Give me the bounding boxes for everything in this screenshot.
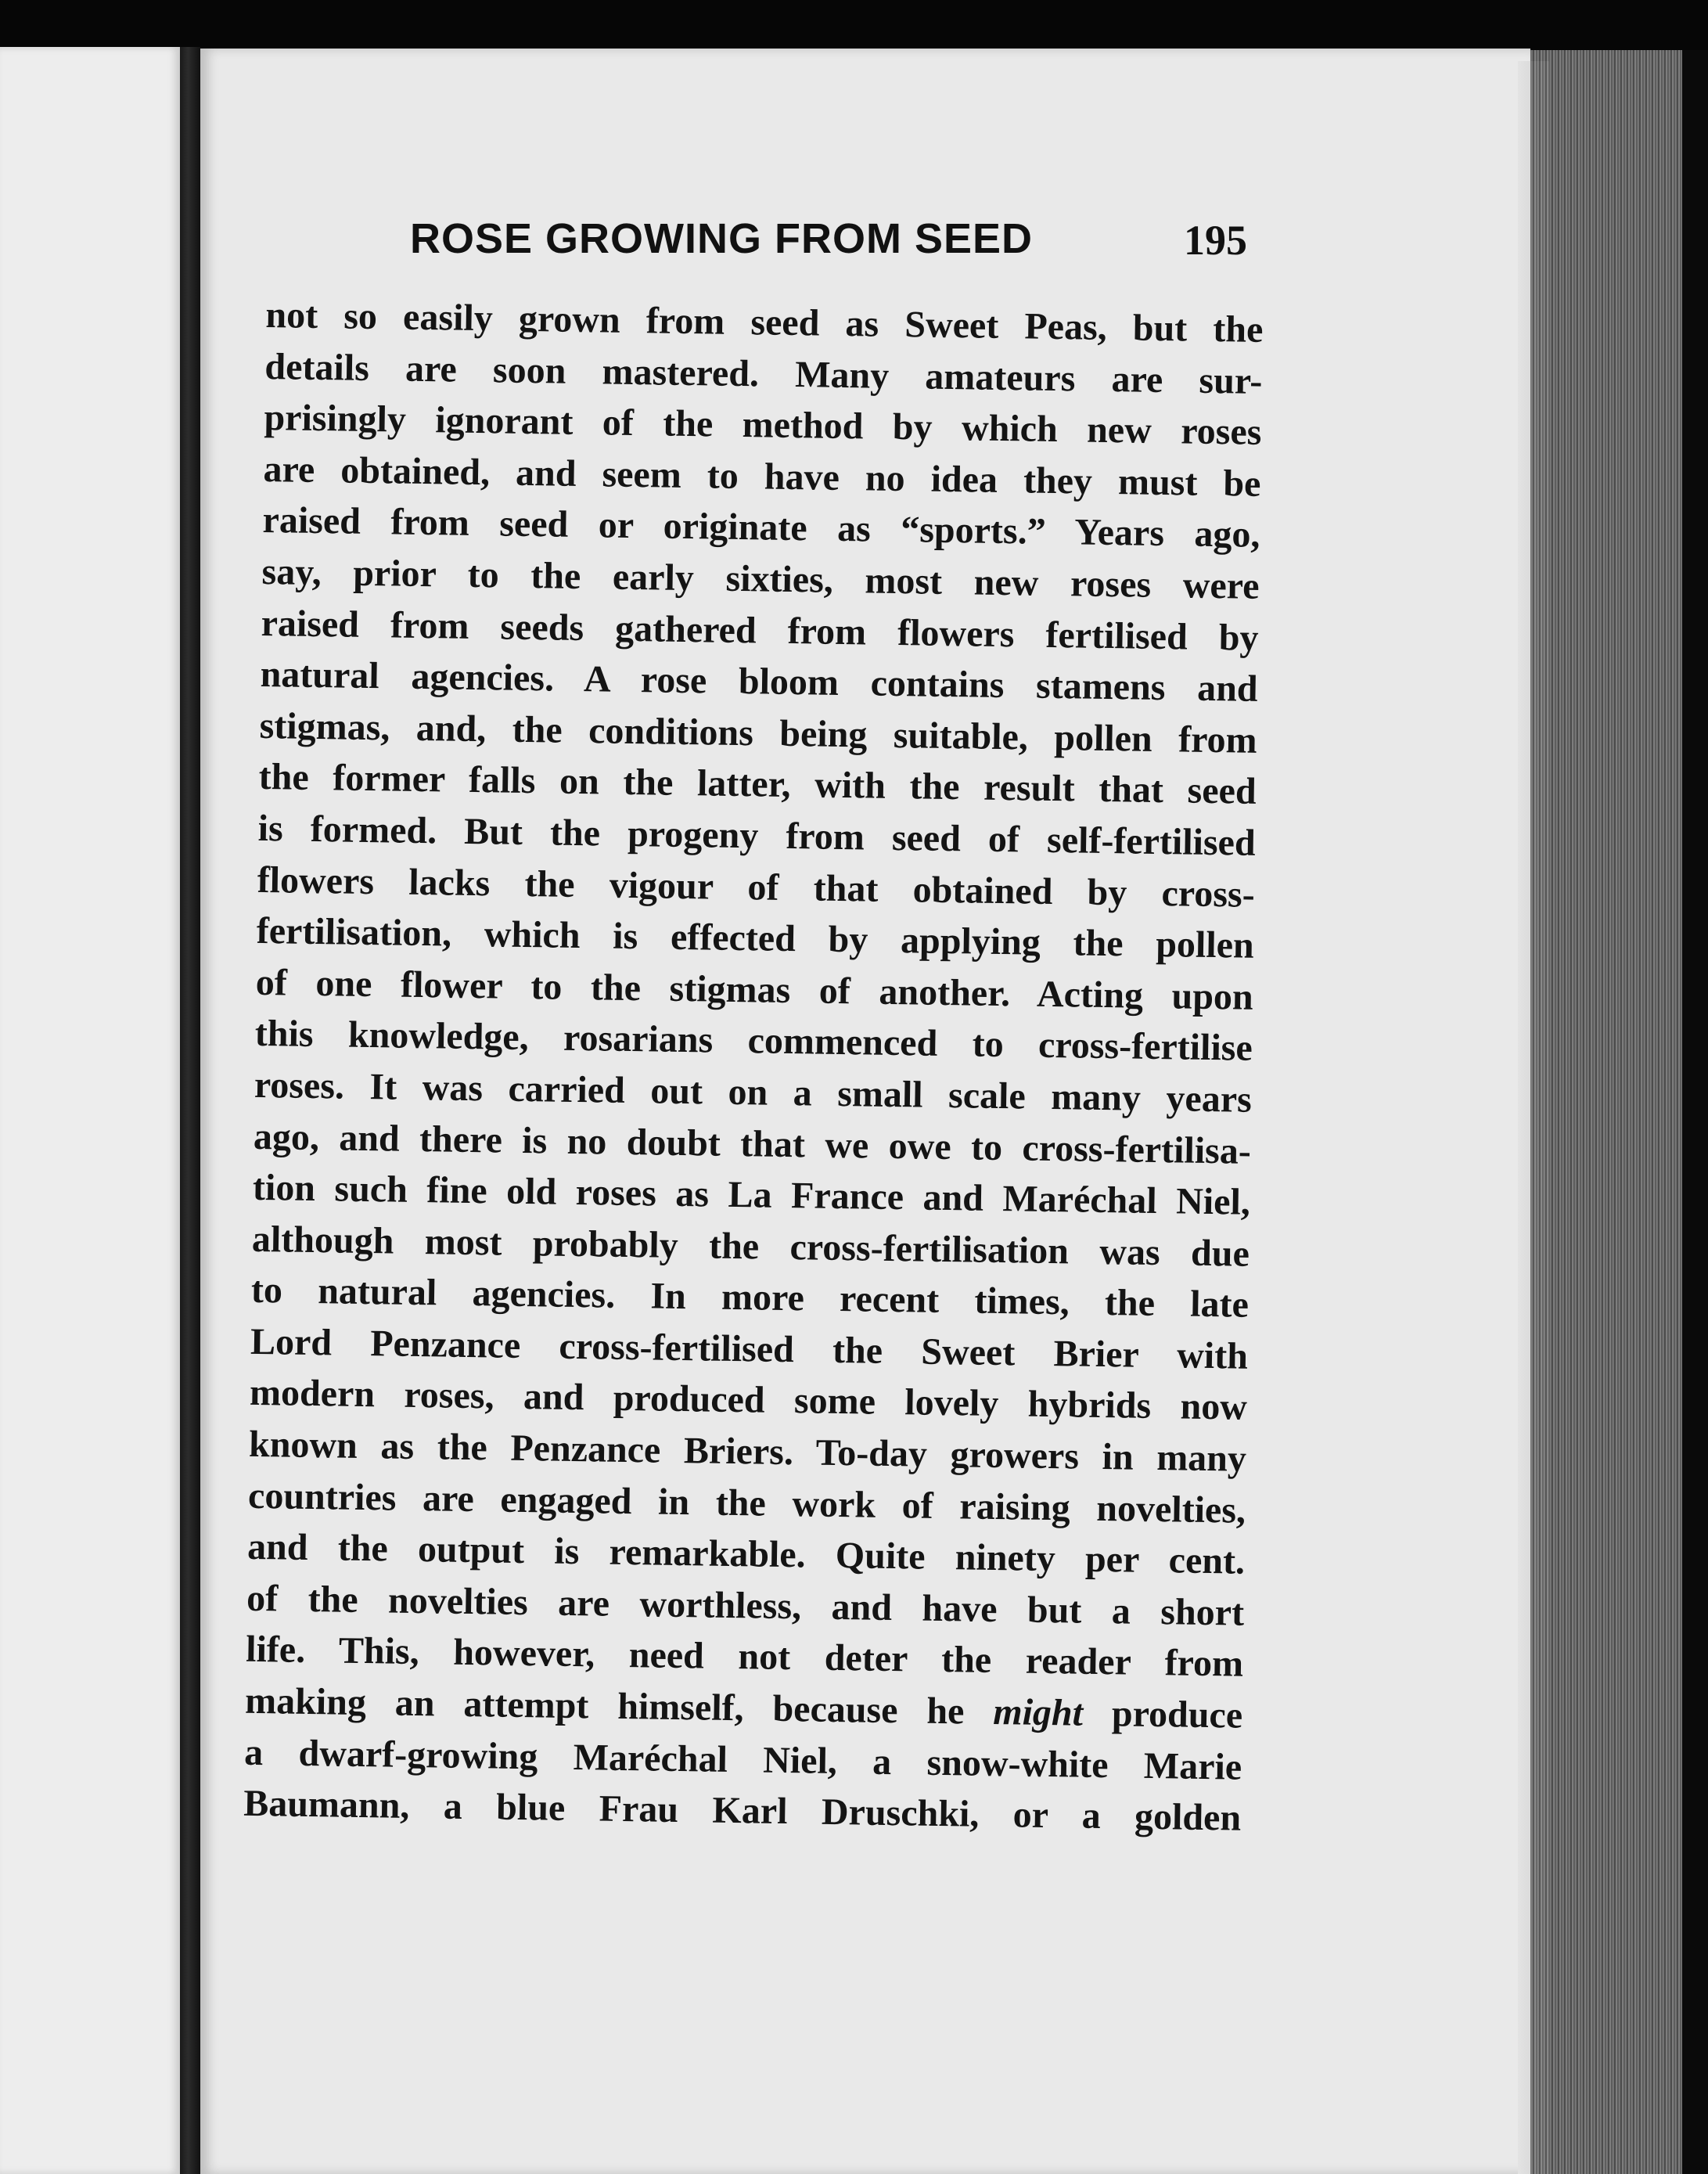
text-line: and the output is remarkable. Quite ninety per cent. xyxy=(246,1526,1246,1582)
left-facing-page xyxy=(0,47,180,2174)
italic-word: might xyxy=(992,1691,1084,1734)
page-edges xyxy=(1530,50,1687,2174)
page-number: 195 xyxy=(1184,217,1247,264)
running-head xyxy=(410,214,1247,277)
scan-background-edge xyxy=(1682,50,1708,2174)
text-line: to natural agencies. In more recent times, the late xyxy=(250,1269,1250,1326)
text-line: ago, and there is no doubt that we owe to cross-fertilisa- xyxy=(253,1115,1252,1172)
text-line: details are soon mastered. Many amateurs are sur- xyxy=(264,345,1263,402)
running-title: ROSE GROWING FROM SEED xyxy=(410,215,1034,262)
body-text xyxy=(243,290,1264,1845)
text-line: Baumann, a blue Frau Karl Druschki, or a golden xyxy=(243,1783,1242,1839)
text-line: countries are engaged in the work of raising novelties, xyxy=(247,1474,1246,1532)
text-line: known as the Penzance Briers. To-day growers in many xyxy=(248,1423,1247,1480)
text-line: tion such fine old roses as La France and Maréchal Niel, xyxy=(252,1166,1251,1223)
text-run: making an attempt himself, because he xyxy=(244,1679,994,1733)
text-line: fertilisation, which is effected by applying the pollen xyxy=(256,910,1255,966)
text-line: raised from seed or originate as “sports.” Years ago, xyxy=(262,499,1260,556)
text-line: roses. It was carried out on a small scale many years xyxy=(254,1064,1253,1121)
text-line: this knowledge, rosarians commenced to cross-fertilise xyxy=(254,1013,1253,1070)
text-line: a dwarf-growing Maréchal Niel, a snow-white Marie xyxy=(243,1731,1242,1788)
text-line: of the novelties are worthless, and have but a short xyxy=(246,1577,1245,1634)
text-line: natural agencies. A rose bloom contains stamens and xyxy=(260,653,1258,711)
text-line: are obtained, and seem to have no idea they must be xyxy=(263,448,1261,505)
text-line: stigmas, and, the conditions being suitable, pollen from xyxy=(259,704,1257,761)
text-run: produce xyxy=(1082,1692,1243,1737)
text-line: the former falls on the latter, with the result that seed xyxy=(258,756,1257,813)
text-line: prisingly ignorant of the method by which new roses xyxy=(264,397,1262,454)
text-line: of one flower to the stigmas of another. Acting upon xyxy=(255,961,1254,1018)
book-gutter xyxy=(180,47,200,2174)
text-line: raised from seeds gathered from flowers fertilised by xyxy=(261,602,1259,659)
text-line: life. This, however, need not deter the reader from xyxy=(245,1629,1244,1686)
text-line: is formed. But the progeny from seed of self-fertilised xyxy=(257,807,1257,864)
text-line: although most probably the cross-fertilisation was due xyxy=(251,1218,1250,1275)
text-line: Lord Penzance cross-fertilised the Sweet Brier with xyxy=(250,1320,1249,1377)
text-line: flowers lacks the vigour of that obtained by cross- xyxy=(257,858,1256,916)
text-line: say, prior to the early sixties, most new roses were xyxy=(261,550,1260,607)
text-line: not so easily grown from seed as Sweet Peas, but the xyxy=(265,293,1264,351)
text-line: modern roses, and produced some lovely hybrids now xyxy=(249,1372,1248,1429)
